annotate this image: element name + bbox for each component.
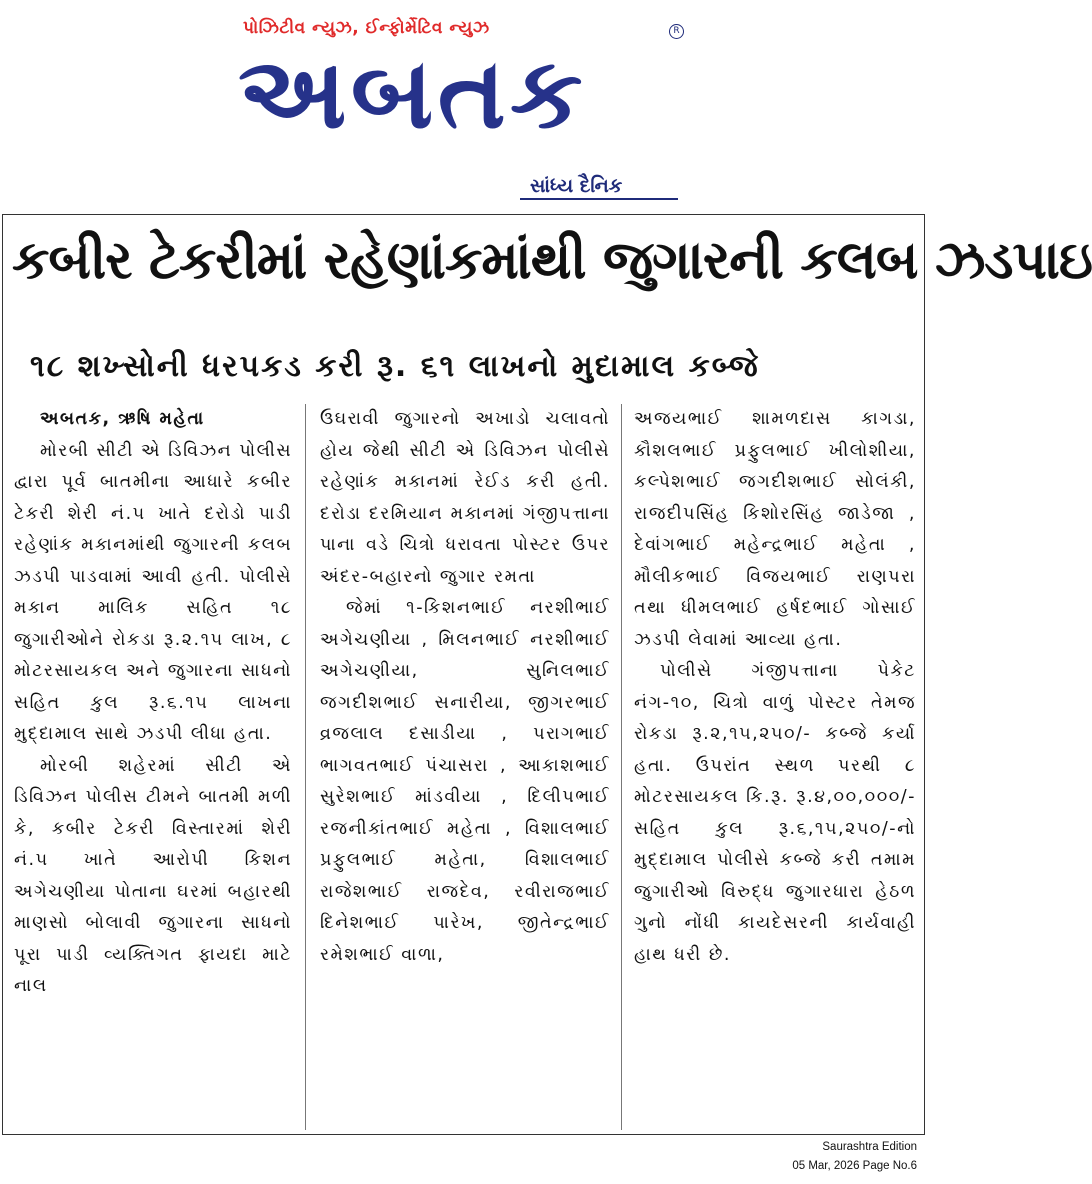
edition-underline <box>520 198 678 200</box>
edition-label: સાંધ્ય દૈનિક <box>530 175 623 197</box>
article-paragraph: મોરબી સીટી એ ડિવિઝન પોલીસ દ્વારા પૂર્વ બાતમીના આધારે કબીર ટેકરી શેરી નં.૫ ખાતે દરોડો પાડી રહેણાંક મકાનમાંથી જુગારની કલબ ઝડપી પાડવામાં આવી હતી. પોલીસે મકાન માલિક સહિત ૧૮ જુગારીઓને રોકડા રૂ.૨.૧૫ લાખ, ૮ મોટરસાયકલ અને જુગારના સાધનો સહિત કુલ રૂ.૬.૧૫ લાખના મુદ્દામાલ સાથે ઝડપી લીધા હતા. <box>14 440 292 744</box>
article-column-1 <box>14 404 292 1003</box>
article-column-3 <box>634 404 916 971</box>
footer-date-page: 05 Mar, 2026 Page No.6 <box>792 1160 917 1172</box>
article-paragraph: ઉઘરાવી જુગારનો અખાડો ચલાવતો હોય જેથી સીટી એ ડિવિઝન પોલીસે રહેણાંક મકાનમાં રેઈડ કરી હતી. દરોડા દરમિયાન મકાનમાં ગંજીપત્તાના પાના વડે ચિત્રો ધરાવતા પોસ્ટર ઉપર અંદર-બહારનો જુગાર રમતા <box>320 409 610 587</box>
footer-edition: Saurashtra Edition <box>822 1141 917 1153</box>
article-paragraph: અજયભાઈ શામળદાસ કાગડા, કૌશલભાઈ પ્રફુલભાઈ ખીલોશીયા, કલ્પેશભાઈ જગદીશભાઈ સોલંકી, રાજદીપસિંહ કિશોરસિંહ જાડેજા , દેવાંગભાઈ મહેન્દ્રભાઈ મહેતા , મૌલીકભાઈ વિજયભાઈ રાણપરા તથા ધીમલભાઈ હર્ષદભાઈ ગોસાઈ ઝડપી લેવામાં આવ્યા હતા. <box>634 409 916 650</box>
registered-mark-icon: R <box>669 24 684 39</box>
article-headline: કબીર ટેકરીમાં રહેણાંકમાંથી જુગારની કલબ ઝડપાઇ <box>12 230 1092 291</box>
article-paragraph: મોરબી શહેરમાં સીટી એ ડિવિઝન પોલીસ ટીમને બાતમી મળી કે, કબીર ટેકરી વિસ્તારમાં શેરી નં.૫ ખાતે આરોપી કિશન અગેચણીયા પોતાના ઘરમાં બહારથી માણસો બોલાવી જુગારના સાધનો પૂરા પાડી વ્યક્તિગત ફાયદા માટે નાલ <box>14 755 292 996</box>
newspaper-logo: અબતક <box>238 37 587 151</box>
masthead-tagline: પોઝિટીવ ન્યુઝ, ઈન્ફોર્મેટિવ ન્યુઝ <box>243 18 490 38</box>
article-subheadline: ૧૮ શખ્સોની ધરપકડ કરી રૂ. ૬૧ લાખનો મુદામાલ કબ્જે <box>30 349 760 384</box>
column-divider <box>621 404 622 1130</box>
masthead <box>0 0 927 205</box>
article-byline: અબતક, ઋષિ મહેતા <box>40 409 205 429</box>
article-column-2 <box>320 404 610 971</box>
article-paragraph: પોલીસે ગંજીપત્તાના પેકેટ નંગ-૧૦, ચિત્રો વાળું પોસ્ટર તેમજ રોકડા રૂ.૨,૧૫,૨૫૦/- કબ્જે કર્યા હતા. ઉપરાંત સ્થળ પરથી ૮ મોટરસાયકલ કિ.રૂ. રૂ.૪,૦૦,૦૦૦/- સહિત કુલ રૂ.૬,૧૫,૨૫૦/-નો મુદ્દામાલ પોલીસે કબ્જે કરી તમામ જુગારીઓ વિરુદ્ધ જુગારધારા હેઠળ ગુનો નોંધી કાયદેસરની કાર્યવાહી હાથ ધરી છે. <box>634 661 916 965</box>
article-paragraph: જેમાં ૧-કિશનભાઈ નરશીભાઈ અગેચણીયા , મિલનભાઈ નરશીભાઈ અગેચણીયા, સુનિલભાઈ જગદીશભાઈ સનારીયા, જીગરભાઈ વ્રજલાલ દસાડીયા , પરાગભાઈ ભાગવતભાઈ પંચાસરા , આકાશભાઈ સુરેશભાઈ માંડવીયા , દિલીપભાઈ રજનીકાંતભાઈ મહેતા , વિશાલભાઈ પ્રફુલભાઈ મહેતા, વિશાલભાઈ રાજેશભાઈ રાજદેવ, રવીરાજભાઈ દિનેશભાઈ પારેખ, જીતેન્દ્રભાઈ રમેશભાઈ વાળા, <box>320 598 610 965</box>
column-divider <box>305 404 306 1130</box>
